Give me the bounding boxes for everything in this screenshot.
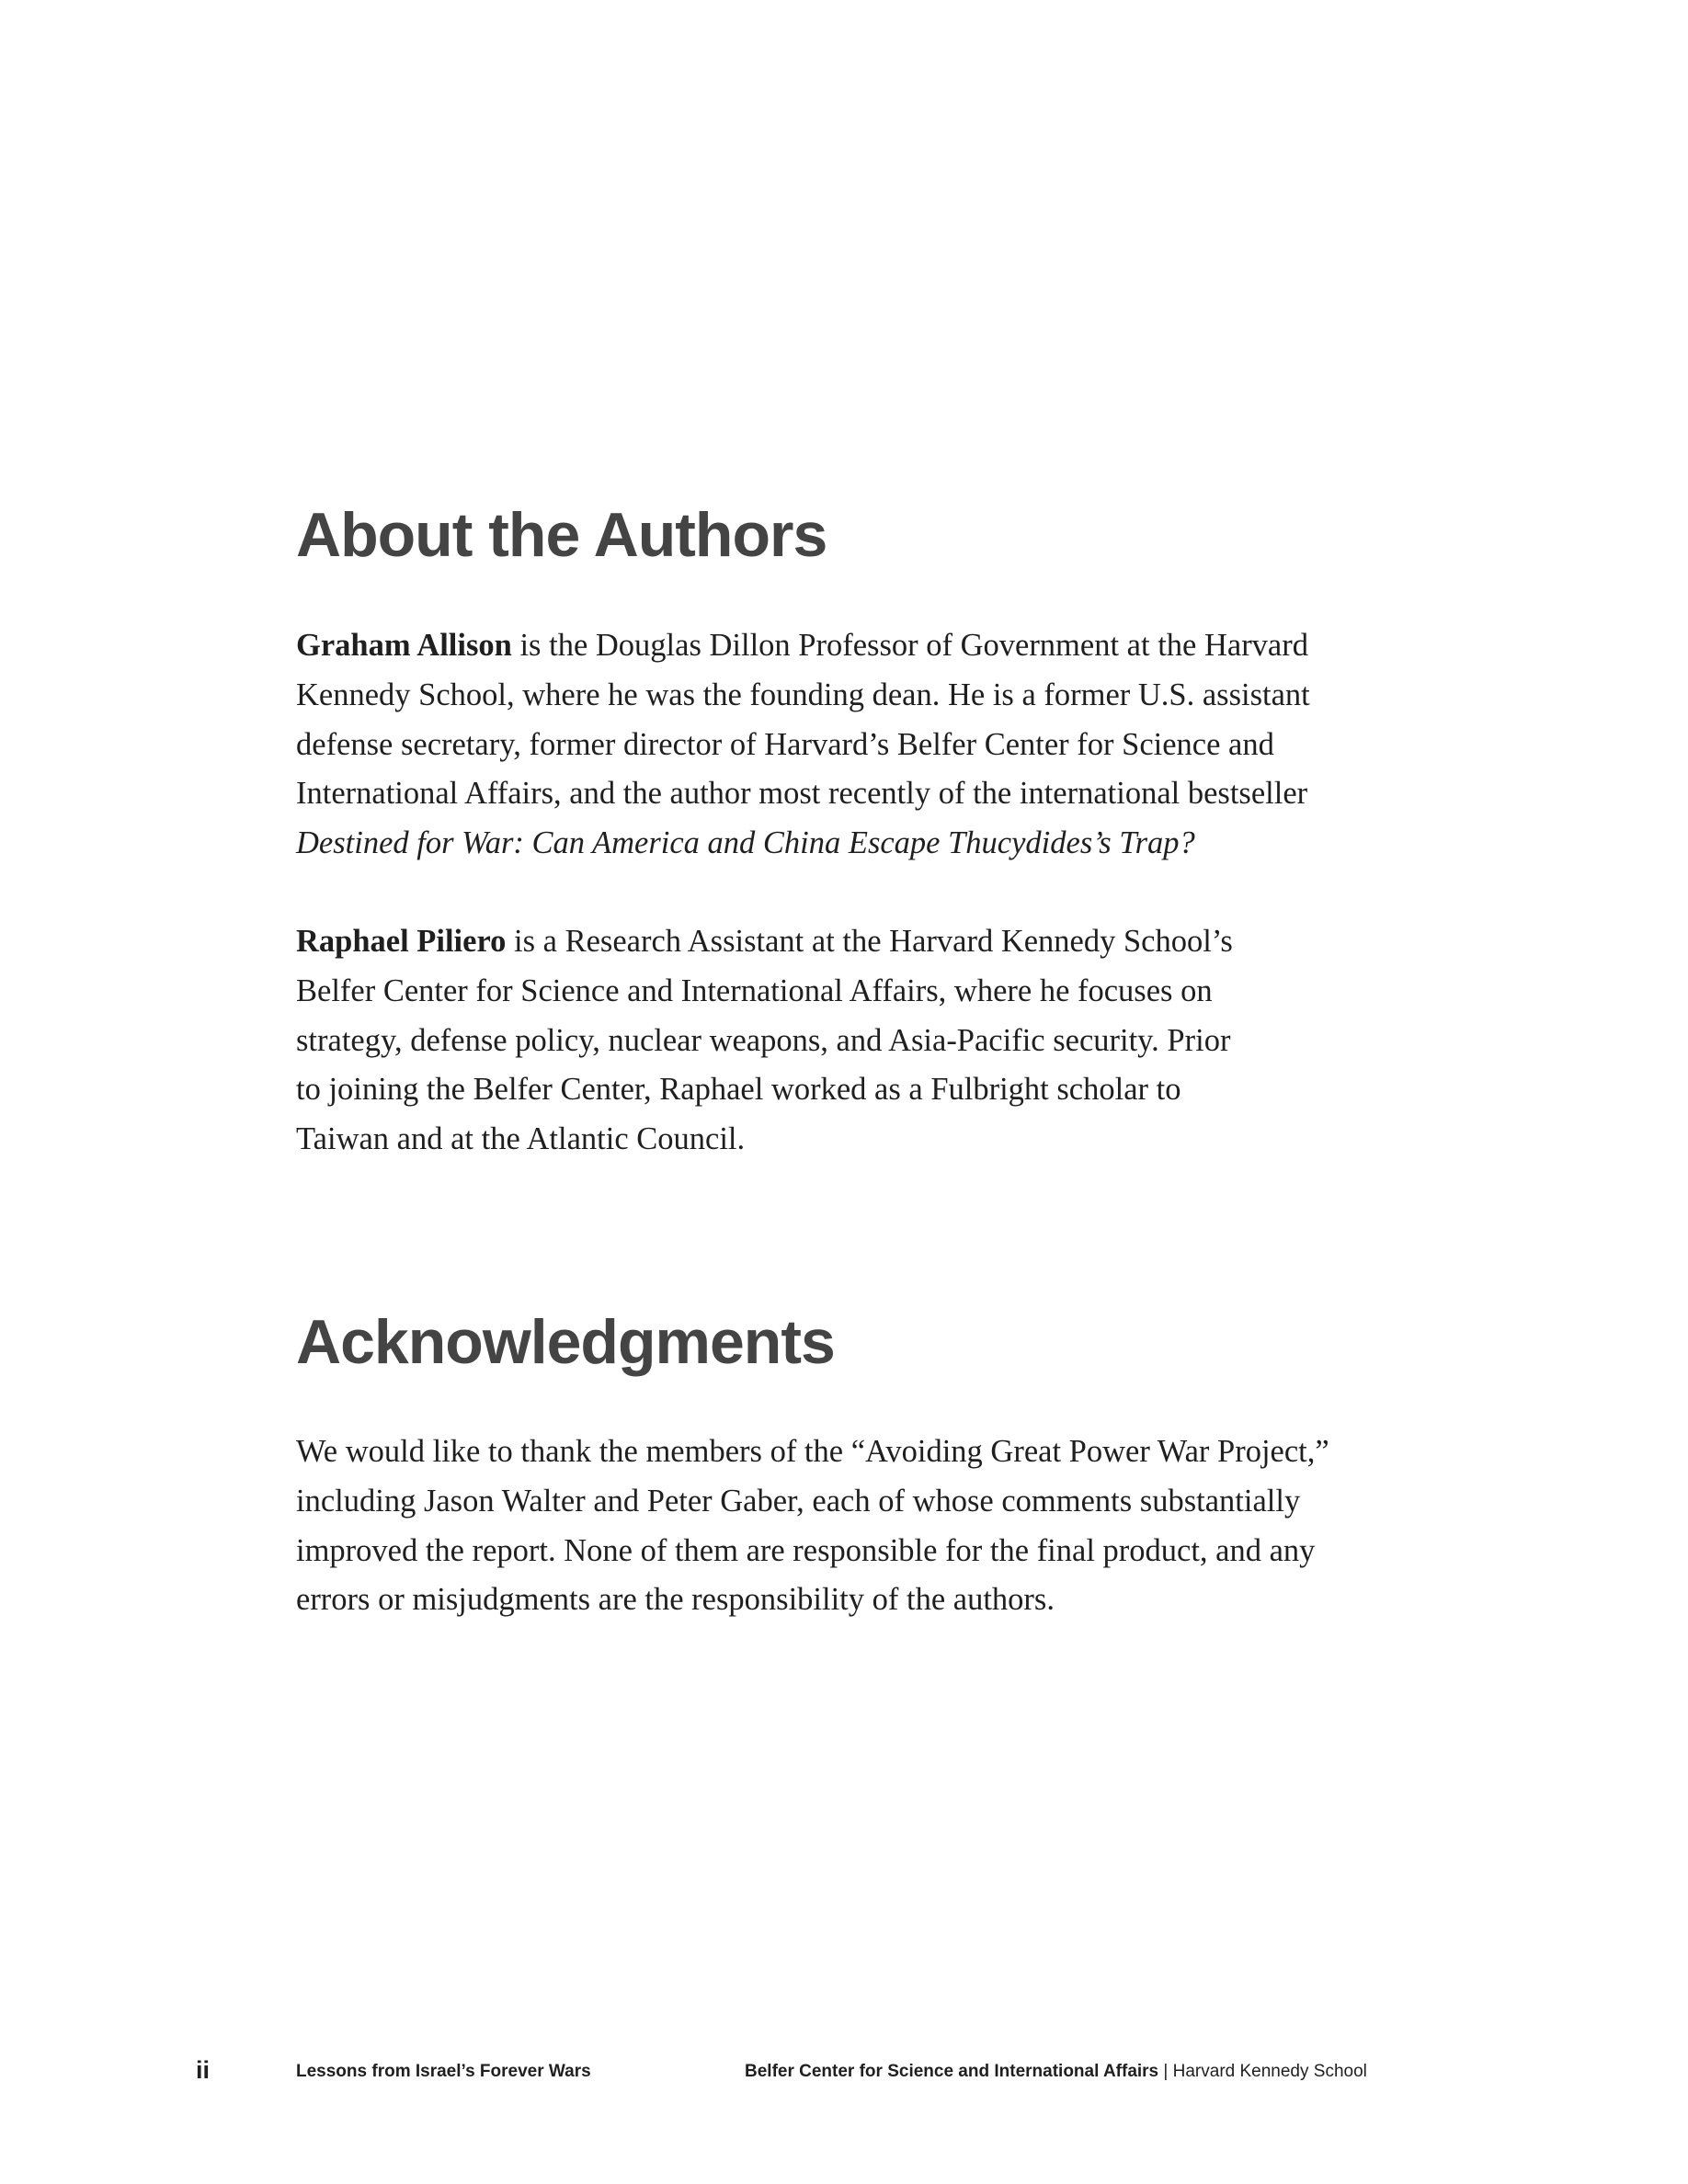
book-title: Destined for War: Can America and China Escape Thucydides’s Trap? — [296, 825, 1195, 861]
author-bio-allison: Graham Allison is the Douglas Dillon Professor of Government at the Harvard Kennedy School, where he was the founding dean. He is a former U.S. assistant defense secretary, former director of Harvard’s Belfer Center for Science and International Affairs, and the author most recently of the international bestseller Destined for War: Can America and China Escape Thucydides’s Trap? — [296, 628, 1310, 861]
author-name: Raphael Piliero — [296, 924, 507, 959]
footer-school-name: Harvard Kennedy School — [1172, 2062, 1367, 2081]
about-authors-heading: About the Authors — [296, 500, 827, 570]
author-name: Graham Allison — [296, 628, 512, 663]
author-bio-piliero: Raphael Piliero is a Research Assistant at the Harvard Kennedy School’s Belfer Center for Science and International Affairs, where he focuses on strategy, defense policy, nuclear weapons, and Asia-Pacific security. Prior to joining the Belfer Center, Raphael worked as a Fulbright scholar to Taiwan and at the Atlantic Council. — [296, 924, 1233, 1157]
acknowledgments-text: We would like to thank the members of the “Avoiding Great Power War Project,” including Jason Walter and Peter Gaber, each of whose comments substantially improved the report. None of them are responsible for the final product, and any errors or misjudgments are the responsibility of the authors. — [296, 1434, 1329, 1618]
footer-organization — [745, 2062, 1367, 2082]
page-number: ii — [196, 2056, 211, 2084]
footer-center-name: Belfer Center for Science and International Affairs — [745, 2062, 1159, 2081]
footer-separator: | — [1158, 2062, 1173, 2081]
footer-report-title: Lessons from Israel’s Forever Wars — [296, 2062, 591, 2081]
acknowledgments-heading: Acknowledgments — [296, 1307, 835, 1377]
